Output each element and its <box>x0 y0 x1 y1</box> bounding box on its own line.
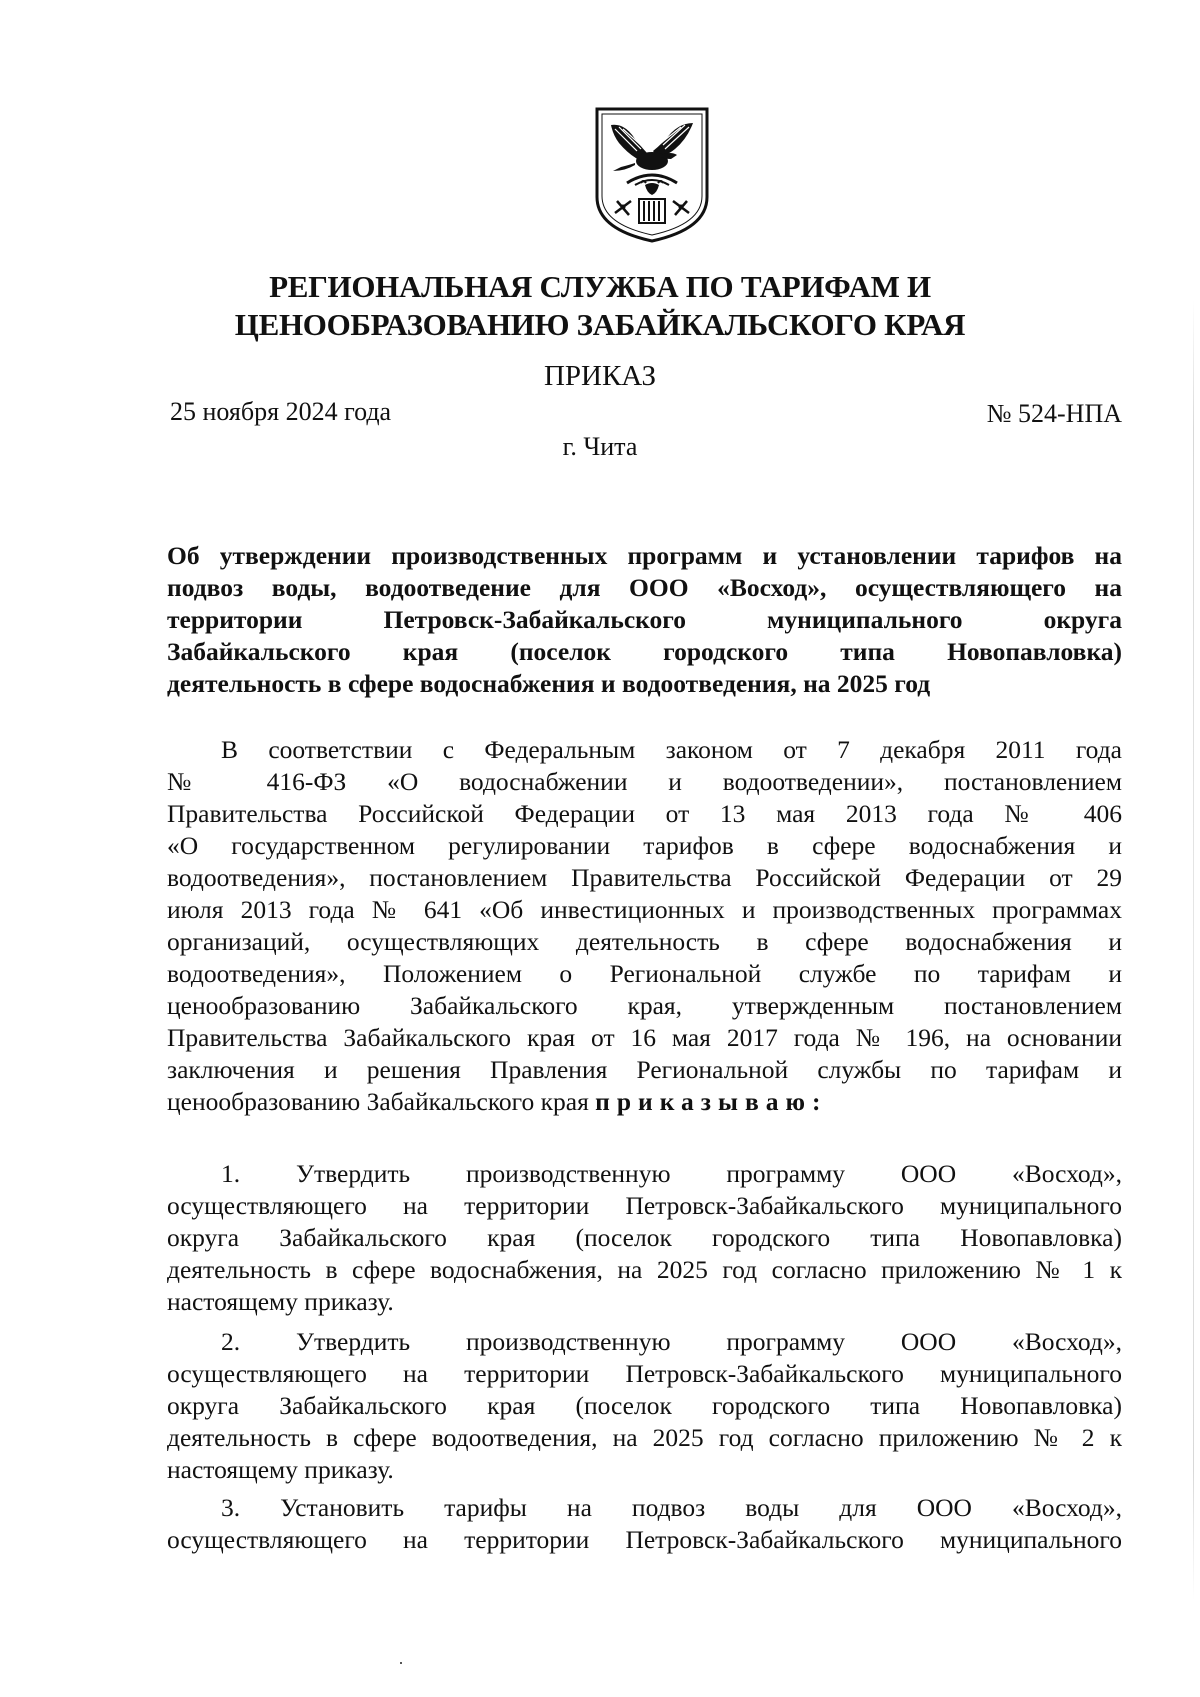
subject-line: подвоз воды, водоотведение для ООО «Восход», осуществляющего на <box>167 573 1122 602</box>
item-line: настоящему приказу. <box>167 1455 394 1484</box>
item-line: 3. Установить тарифы на подвоз воды для ООО «Восход», <box>221 1493 1122 1522</box>
item-line: 2. Утвердить производственную программу ООО «Восход», <box>221 1327 1122 1356</box>
preamble-line: организаций, осуществляющих деятельность в сфере водоснабжения и <box>167 927 1122 956</box>
item-line: 1. Утвердить производственную программу ООО «Восход», <box>221 1159 1122 1188</box>
item-line: округа Забайкальского края (поселок городского типа Новопавловка) <box>167 1223 1122 1252</box>
item-line: деятельность в сфере водоотведения, на 2025 год согласно приложению № 2 к <box>167 1423 1122 1452</box>
order-item-2 <box>167 1326 1122 1486</box>
preamble-line: Правительства Российской Федерации от 13 мая 2013 года № 406 <box>167 799 1122 828</box>
item-line: округа Забайкальского края (поселок городского типа Новопавловка) <box>167 1391 1122 1420</box>
item-line: деятельность в сфере водоснабжения, на 2025 год согласно приложению № 1 к <box>167 1255 1122 1284</box>
item-line: настоящему приказу. <box>167 1287 394 1316</box>
scan-edge-line <box>1193 300 1194 1600</box>
subject-line: территории Петровск-Забайкальского муниципального округа <box>167 605 1122 634</box>
document-number: № 524-НПА <box>986 399 1122 428</box>
document-subject <box>167 540 1122 700</box>
scan-dot <box>400 1662 402 1664</box>
order-item-3 <box>167 1492 1122 1556</box>
document-date: 25 ноября 2024 года <box>170 397 392 426</box>
preamble-line: июля 2013 года № 641 «Об инвестиционных и производственных программах <box>167 895 1122 924</box>
document-type: ПРИКАЗ <box>543 360 657 392</box>
preamble-line: ценообразованию Забайкальского края, утвержденным постановлением <box>167 991 1122 1020</box>
preamble-line: Правительства Забайкальского края от 16 мая 2017 года № 196, на основании <box>167 1023 1122 1052</box>
organization-title-line-1: РЕГИОНАЛЬНАЯ СЛУЖБА ПО ТАРИФАМ И <box>269 269 931 304</box>
preamble-line: «О государственном регулировании тарифов в сфере водоснабжения и <box>167 831 1122 860</box>
subject-line: Об утверждении производственных программ и установлении тарифов на <box>167 541 1122 570</box>
preamble-paragraph <box>167 734 1122 1118</box>
subject-line: деятельность в сфере водоснабжения и водоотведения, на 2025 год <box>167 669 931 698</box>
item-line: осуществляющего на территории Петровск-Забайкальского муниципального <box>167 1191 1122 1220</box>
document-city: г. Чита <box>562 432 638 461</box>
coat-of-arms-icon <box>591 105 713 245</box>
item-line: осуществляющего на территории Петровск-Забайкальского муниципального <box>167 1359 1122 1388</box>
preamble-line: водоотведения», постановлением Правительства Российской Федерации от 29 <box>167 863 1122 892</box>
order-item-1 <box>167 1158 1122 1318</box>
preamble-last-text: ценообразованию Забайкальского края <box>167 1087 589 1116</box>
organization-title-line-2: ЦЕНООБРАЗОВАНИЮ ЗАБАЙКАЛЬСКОГО КРАЯ <box>234 307 966 342</box>
preamble-line: № 416-ФЗ «О водоснабжении и водоотведении», постановлением <box>167 767 1122 796</box>
preamble-line: заключения и решения Правления Региональной службы по тарифам и <box>167 1055 1122 1084</box>
subject-line: Забайкальского края (поселок городского типа Новопавловка) <box>167 637 1122 666</box>
order-word: приказываю: <box>595 1087 828 1116</box>
item-line: осуществляющего на территории Петровск-Забайкальского муниципального <box>167 1525 1122 1554</box>
preamble-line: В соответствии с Федеральным законом от 7 декабря 2011 года <box>221 735 1122 764</box>
preamble-line: водоотведения», Положением о Региональной службе по тарифам и <box>167 959 1122 988</box>
preamble-line <box>167 1086 1122 1118</box>
